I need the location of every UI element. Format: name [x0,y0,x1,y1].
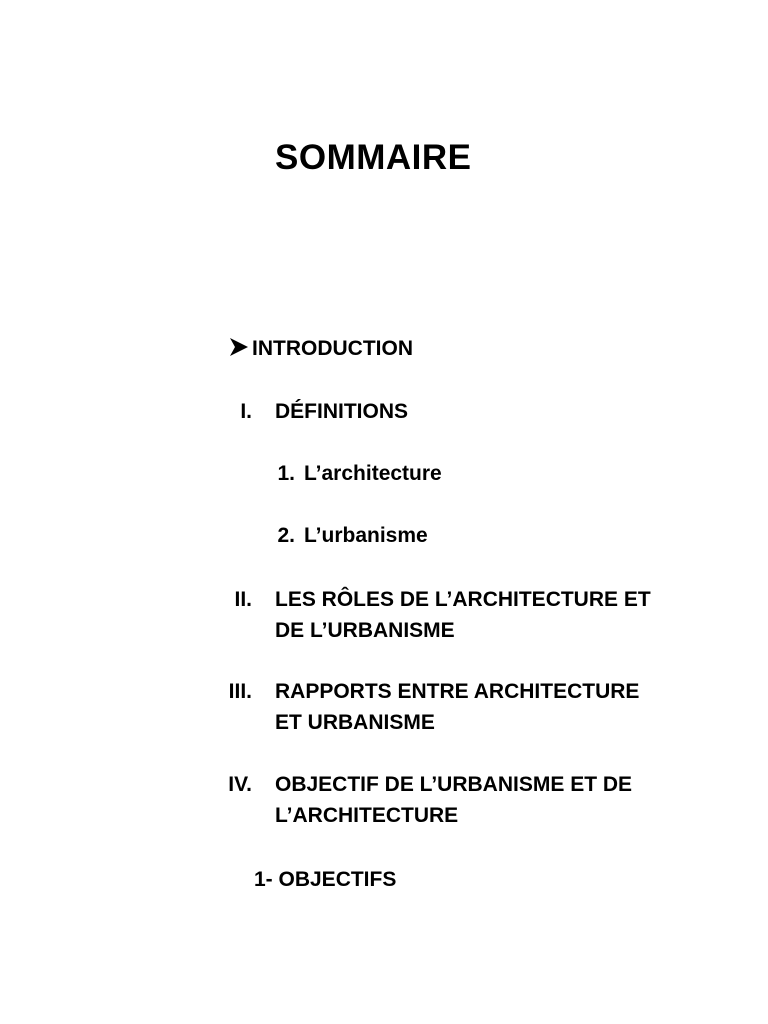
toc-number: 2. [277,524,295,547]
toc-number: 1. [277,462,295,485]
toc-number: II. [234,588,252,611]
toc-label-line2: DE L’URBANISME [275,619,455,642]
toc-number: I. [240,400,252,423]
toc-label: L’architecture [304,462,442,485]
toc-label-line1: OBJECTIF DE L’URBANISME ET DE [275,773,633,796]
toc-label-line2: ET URBANISME [275,711,435,734]
toc-label-line1: RAPPORTS ENTRE ARCHITECTURE [275,680,640,703]
toc-number: III. [228,680,252,703]
arrow-bullet-icon [228,336,250,358]
toc-number: IV. [228,773,252,796]
toc-label: L’urbanisme [304,524,428,547]
page-title: SOMMAIRE [275,138,472,177]
toc-label: DÉFINITIONS [275,400,409,423]
toc-label-line2: L’ARCHITECTURE [275,804,459,827]
toc-label: INTRODUCTION [252,337,413,360]
toc-label: 1- OBJECTIFS [254,868,397,891]
toc-label-line1: LES RÔLES DE L’ARCHITECTURE ET [275,588,651,611]
